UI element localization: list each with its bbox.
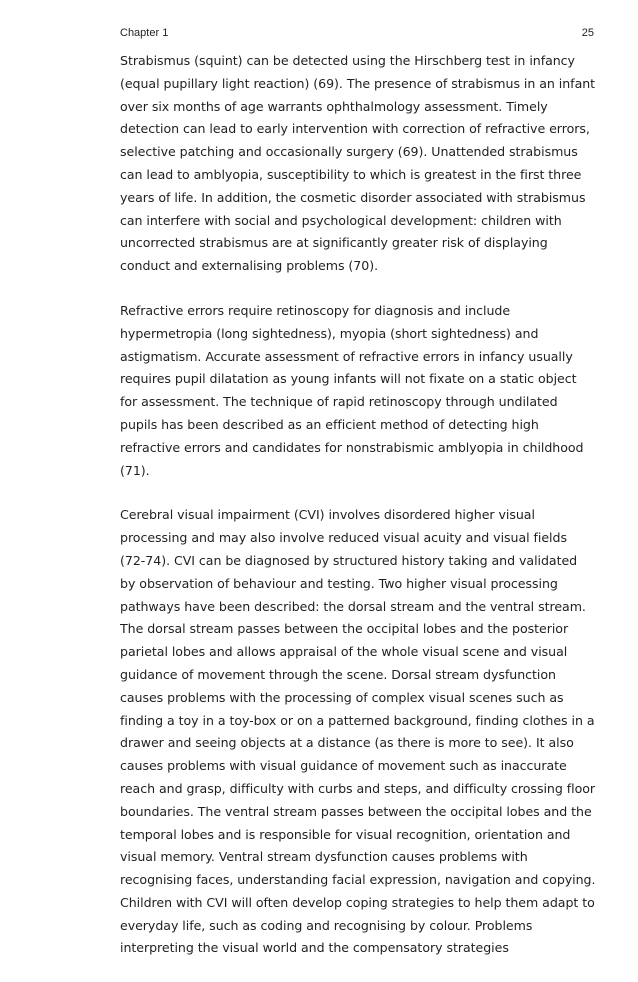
running-header xyxy=(120,27,594,43)
paragraph-refractive-errors: Refractive errors require retinoscopy for diagnosis and include hypermetropia (long sightedness), myopia (short sightedness) and astigmatism. Accurate assessment of refractive errors in infancy usually requires pupil dilatation as young infants will not fixate on a static object for assessment. The technique of rapid retinoscopy through undilated pupils has been described as an efficient method of detecting high refractive errors and candidates for nonstrabismic amblyopia in childhood (71). xyxy=(120,302,584,478)
chapter-label: Chapter 1 xyxy=(120,27,169,39)
page-number: 25 xyxy=(581,27,594,39)
paragraph-cerebral-visual-impairment: Cerebral visual impairment (CVI) involves disordered higher visual processing and may also involve reduced visual acuity and visual fields (72-74). CVI can be diagnosed by structured history taking and validated by observation of behaviour and testing. Two higher visual processing pathways have been described: the dorsal stream and the ventral stream. The dorsal stream passes between the occipital lobes and the posterior parietal lobes and allows appraisal of the whole visual scene and visual guidance of movement through the scene. Dorsal stream dysfunction causes problems with the processing of complex visual scenes such as finding a toy in a toy-box or on a patterned background, finding clothes in a drawer and seeing objects at a distance (as there is more to see). It also causes problems with visual guidance of movement such as inaccurate reach and grasp, difficulty with curbs and steps, and difficulty crossing floor boundaries. The ventral stream passes between the occipital lobes and the temporal lobes and is responsible for visual recognition, orientation and visual memory. Ventral stream dysfunction causes problems with recognising faces, understanding facial expression, navigation and copying. Children with CVI will often develop coping strategies to help them adapt to everyday life, such as coding and recognising by colour. Problems interpreting the visual world and the compensatory strategies xyxy=(120,507,596,956)
paragraph-strabismus: Strabismus (squint) can be detected using the Hirschberg test in infancy (equal pupillary light reaction) (69). The presence of strabismus in an infant over six months of age warrants ophthalmology assessment. Timely detection can lead to early intervention with correction of refractive errors, selective patching and occasionally surgery (69). Unattended strabismus can lead to amblyopia, susceptibility to which is greatest in the first three years of life. In addition, the cosmetic disorder associated with strabismus can interfere with social and psychological development: children with uncorrected strabismus are at significantly greater risk of displaying conduct and externalising problems (70). xyxy=(120,53,596,274)
body-text xyxy=(120,50,596,982)
